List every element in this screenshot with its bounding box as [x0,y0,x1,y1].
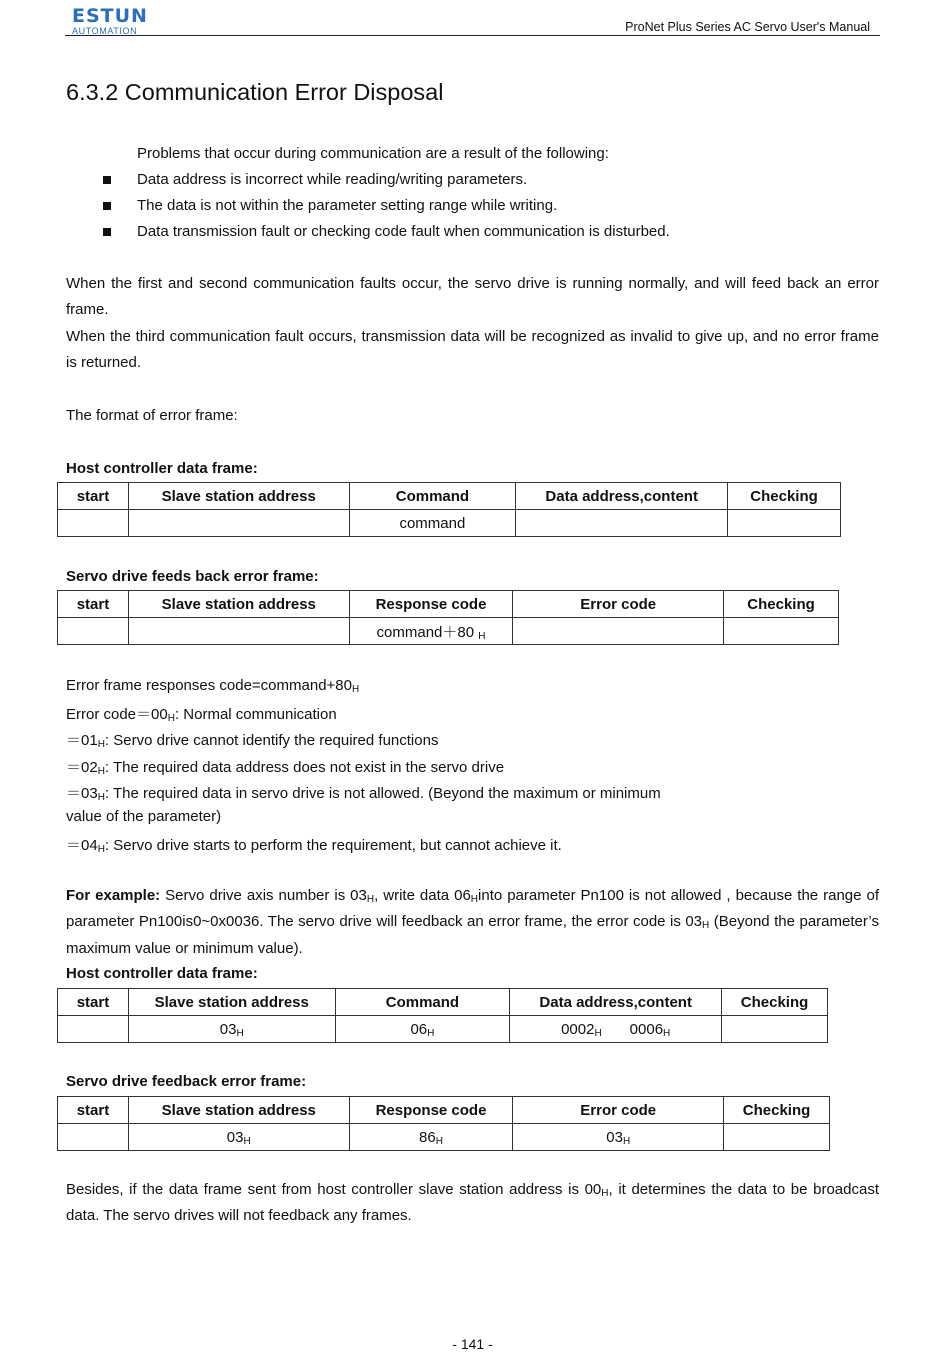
response-code-value: command＋80 [376,623,475,641]
table-row [58,1016,828,1043]
table-cell [728,510,841,537]
hex-subscript: H [601,1188,609,1199]
code-text: : Servo drive starts to perform the requirement, but cannot achieve it. [104,837,562,854]
table-header-cell: Command [335,989,510,1016]
hex-subscript: H [427,1027,435,1039]
code-line [66,729,438,750]
hex-subscript: H [167,713,175,724]
code-line: value of the parameter) [66,808,222,825]
cell-value: 03 [219,1020,237,1038]
hex-subscript: H [663,1027,671,1039]
table-header-cell: Slave station address [128,591,349,618]
code-line [66,756,504,777]
bullet-item: Data address is incorrect while reading/writing parameters. [137,171,528,188]
hex-subscript: H [702,920,710,932]
table-header-cell: Checking [728,483,841,510]
code-text: : Normal communication [174,706,337,723]
table-row [58,618,839,645]
code-text: ＝03 [66,785,98,802]
table-cell [516,510,728,537]
table-cell [722,1016,828,1043]
table-header-row [58,591,839,618]
table-header-cell: start [58,1097,129,1124]
table-header-cell: Slave station address [128,989,335,1016]
table-cell [128,618,349,645]
code-text: ＝01 [66,732,98,749]
bullet-item: The data is not within the parameter setting range while writing. [137,197,558,214]
cell-value: 0006 [629,1020,664,1038]
hex-subscript: H [97,766,105,777]
table-cell [724,1124,830,1151]
hex-subscript: H [594,1027,602,1039]
code-text: : The required data address does not exist in the servo drive [104,759,505,776]
table-cell [128,510,349,537]
table-cell [513,1124,724,1151]
logo-wordmark: ESTUN [72,5,148,27]
table-cell [513,618,724,645]
bullet-square-icon [103,202,111,210]
cell-value: 06 [410,1020,428,1038]
table-header-cell: Slave station address [128,483,349,510]
example-text: into parameter Pn100 is not allowed , because the range of parameter Pn100is0~0x0036. The servo drive will feedback an error frame, the error code is 03 [66,887,879,931]
bullet-square-icon [103,228,111,236]
code-text: ＝04 [66,837,98,854]
table-header-cell: Command [349,483,516,510]
cell-value: 03 [226,1128,244,1146]
section-title: 6.3.2 Communication Error Disposal [66,79,444,105]
table-cell [349,1124,513,1151]
hex-subscript: H [236,1027,244,1039]
example-text: (Beyond the parameter’s maximum value or minimum value). [66,913,879,957]
cell-value: 03 [606,1128,623,1146]
brand-logo [72,6,148,36]
intro-text: Problems that occur during communication are a result of the following: [137,145,609,162]
table-header-cell: Checking [724,1097,830,1124]
hex-subscript: H [243,1135,251,1147]
code-text: : Servo drive cannot identify the required functions [104,732,439,749]
hex-subscript: H [366,894,375,905]
header-rule [65,35,880,36]
code-line [66,703,337,724]
table-header-cell: Error code [513,591,724,618]
table-cell [349,618,513,645]
code-line [66,677,359,694]
example-text: , write data 06 [374,887,471,904]
paragraph-faults-2: When the third communication fault occurs, transmission data will be recognized as invalid to give up, and no error frame is returned. [66,328,879,372]
hex-subscript: H [97,739,105,750]
table-header-cell: Response code [349,591,513,618]
hex-subscript: H [622,1135,631,1147]
cell-value: 0002 [561,1020,595,1038]
paragraph-faults-1: When the first and second communication faults occur, the servo drive is running normally, and will feed back an error frame. [66,275,879,319]
table-header-cell: Slave station address [128,1097,349,1124]
example-text: Servo drive axis number is 03 [160,887,367,904]
table-cell [58,510,129,537]
cell-value: 86 [419,1128,436,1146]
code-line [66,834,562,855]
broadcast-text: , it determines the data to be broadcast data. The servo drives will not feedback any frames. [66,1181,880,1225]
error-frame-table [57,590,839,645]
table-cell [58,1124,129,1151]
table-cell [335,1016,510,1043]
bullet-square-icon [103,176,111,184]
example-error-frame-table [57,1096,830,1151]
hex-subscript: H [470,894,479,905]
example-paragraph [66,883,879,962]
hex-subscript: H [97,844,105,855]
table-cell: command [349,510,516,537]
table-cell [58,618,129,645]
broadcast-text: Besides, if the data frame sent from host controller slave station address is 00 [66,1181,602,1198]
table-cell [58,1016,129,1043]
table-header-row [58,1097,830,1124]
bullet-item: Data transmission fault or checking code fault when communication is disturbed. [137,223,670,240]
table-header-cell: Checking [722,989,828,1016]
logo-tagline: AUTOMATION [72,26,138,36]
broadcast-paragraph [66,1177,879,1230]
table-header-cell: Data address,content [510,989,722,1016]
page-number: - 141 - [452,1336,493,1352]
hex-subscript: H [478,630,486,642]
code-text: Error code＝00 [66,706,168,723]
manual-title: ProNet Plus Series AC Servo User's Manual [625,20,870,34]
table3-heading: Host controller data frame: [66,965,258,982]
code-text: ＝02 [66,759,98,776]
table-header-cell: Response code [349,1097,513,1124]
example-host-frame-table [57,988,828,1043]
table-header-cell: Data address,content [516,483,728,510]
table-row [58,1124,830,1151]
table-cell [724,618,839,645]
table-cell [510,1016,722,1043]
hex-subscript: H [97,792,105,803]
table2-heading: Servo drive feeds back error frame: [66,568,319,585]
table-header-cell: start [58,989,129,1016]
table-header-cell: start [58,591,129,618]
host-frame-table [57,482,841,537]
example-lead: For example: [66,887,161,904]
hex-subscript: H [351,684,360,695]
table-cell [128,1016,335,1043]
table1-heading: Host controller data frame: [66,460,258,477]
table-header-cell: Checking [724,591,839,618]
table-cell [128,1124,349,1151]
table-header-row [58,989,828,1016]
code-text: Error frame responses code=command+80 [66,677,352,694]
table-row [58,510,841,537]
error-frame-format: The format of error frame: [66,407,238,424]
table4-heading: Servo drive feedback error frame: [66,1073,307,1090]
code-line [66,782,661,803]
table-header-row [58,483,841,510]
code-text: : The required data in servo drive is not allowed. (Beyond the maximum or minimum [104,785,661,802]
hex-subscript: H [435,1135,443,1147]
table-header-cell: start [58,483,129,510]
table-header-cell: Error code [513,1097,724,1124]
